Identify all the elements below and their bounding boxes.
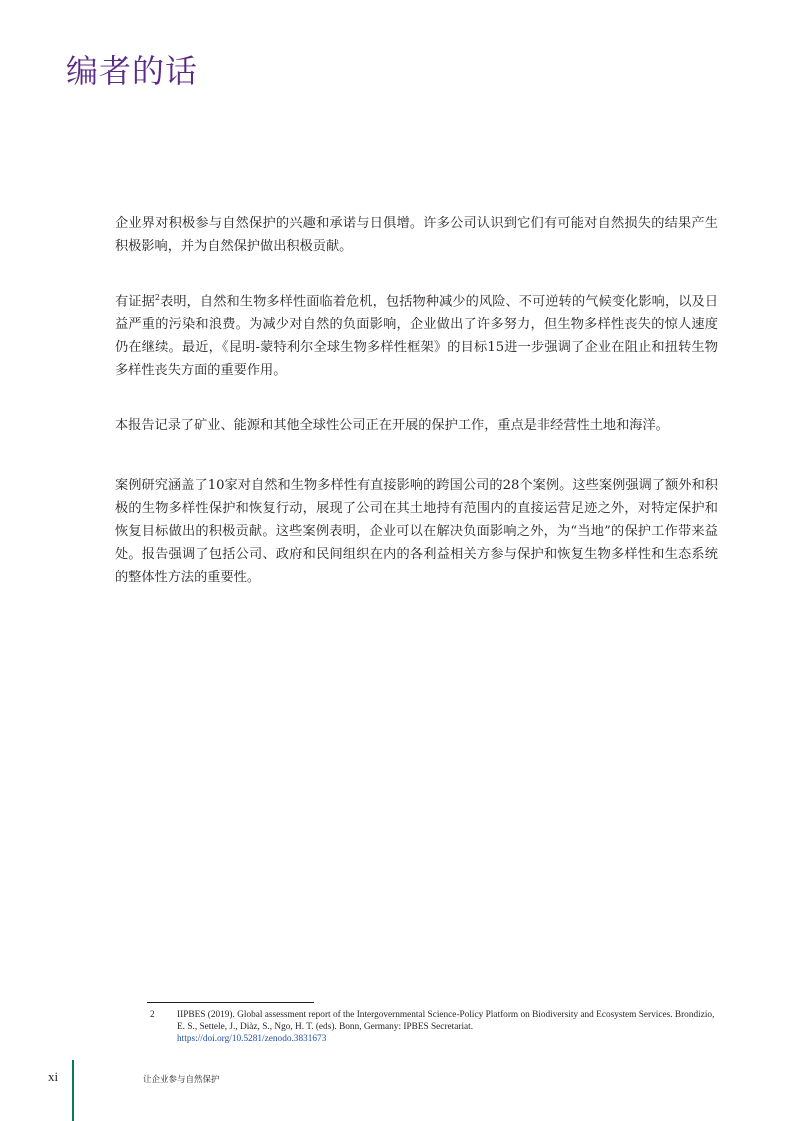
page-title: 编者的话: [66, 52, 199, 90]
footer-side-rule: [72, 1060, 74, 1121]
footnote-divider: [147, 1002, 314, 1003]
paragraph-1: 企业界对积极参与自然保护的兴趣和承诺与日俱增。许多公司认识到它们有可能对自然损失的结果产生积极影响，并为自然保护做出积极贡献。: [115, 216, 718, 254]
footnote: [150, 1009, 716, 1045]
footnote-doi-link[interactable]: https://doi.org/10.5281/zenodo.3831673: [177, 1034, 327, 1044]
paragraph-2: [115, 286, 718, 382]
page-number: xi: [48, 1069, 59, 1084]
paragraph-2-lead: 有证据: [115, 294, 155, 310]
footnote-text: IIPBES (2019). Global assessment report of the Intergovernmental Science-Policy Platform on Biodiversity and Ecosystem Services. Brondizio, E. S., Settele, J., Diàz, S., Ngo, H. T. (eds). Bonn, Germany: IPBES Secretariat.: [177, 1010, 715, 1032]
body-text: [115, 414, 718, 437]
running-footer-title: 让企业参与自然保护: [143, 1075, 220, 1085]
body-text: [115, 212, 718, 258]
footnote-number: 2: [150, 1010, 155, 1020]
body-text: [115, 286, 718, 382]
paragraph-3: 本报告记录了矿业、能源和其他全球性公司正在开展的保护工作，重点是非经营性土地和海洋。: [115, 418, 669, 433]
paragraph-2-rest: 表明，自然和生物多样性面临着危机，包括物种减少的风险、不可逆转的气候变化影响，以及日益严重的污染和浪费。为减少对自然的负面影响，企业做出了许多努力，但生物多样性丧失的惊人速度仍在继续。最近，《昆明-蒙特利尔全球生物多样性框架》的目标15进一步强调了企业在阻止和扭转生物多样性丧失方面的重要作用。: [115, 294, 719, 379]
footnote-ref[interactable]: 2: [154, 293, 160, 302]
body-text: [115, 474, 718, 589]
footnote-body: [177, 1009, 716, 1045]
paragraph-4: 案例研究涵盖了10家对自然和生物多样性有直接影响的跨国公司的28个案例。这些案例强调了额外和积极的生物多样性保护和恢复行动，展现了公司在其土地持有范围内的直接运营足迹之外，对特定保护和恢复目标做出的积极贡献。这些案例表明，企业可以在解决负面影响之外，为“当地”的保护工作带来益处。报告强调了包括公司、政府和民间组织在内的各利益相关方参与保护和恢复生物多样性和生态系统的整体性方法的重要性。: [115, 478, 718, 585]
